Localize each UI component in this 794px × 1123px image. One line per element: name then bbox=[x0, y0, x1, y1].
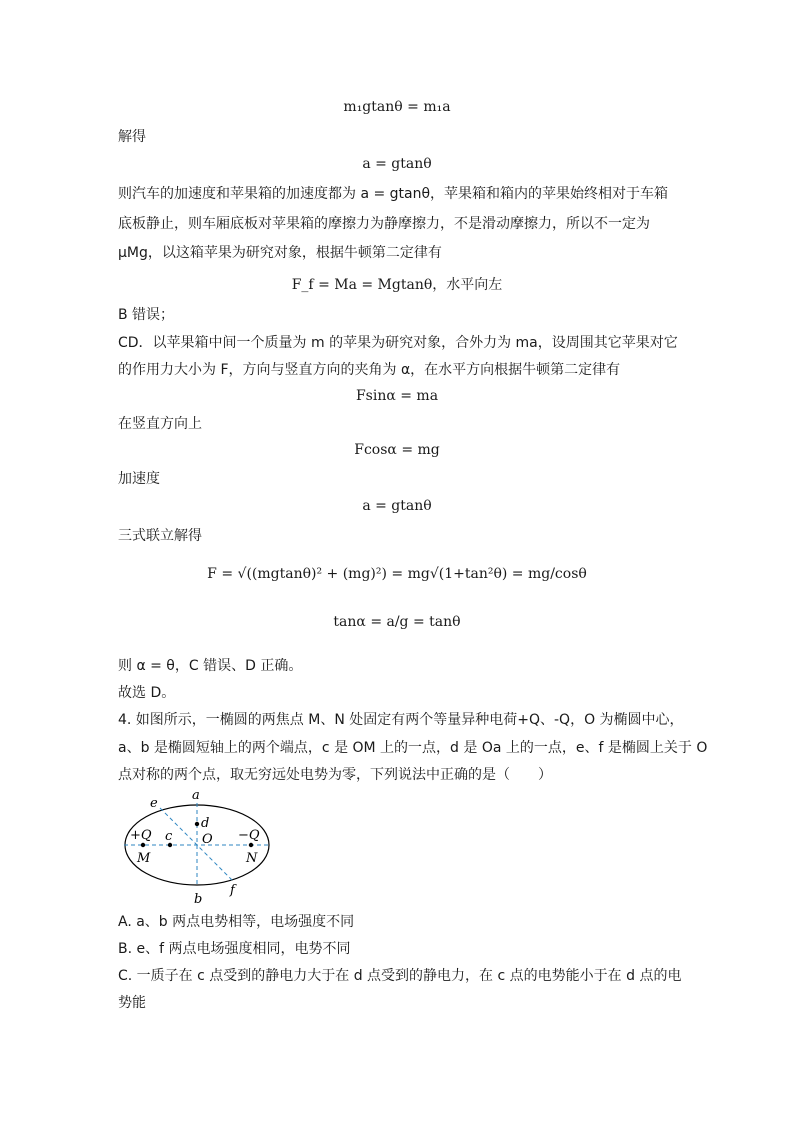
equation-2: a = gtanθ bbox=[362, 156, 432, 172]
text-vertical: 在竖直方向上 bbox=[118, 416, 202, 432]
label-minus-Q: −Q bbox=[238, 828, 260, 843]
equation-5: Fcosα = mg bbox=[354, 442, 440, 458]
label-c: c bbox=[165, 829, 173, 844]
point-N bbox=[249, 843, 253, 847]
text-conclusion: 则 α = θ，C 错误、D 正确。 bbox=[118, 658, 303, 674]
cd-line-1: CD．以苹果箱中间一个质量为 m 的苹果为研究对象，合外力为 ma，设周围其它苹果对它 bbox=[118, 335, 678, 351]
label-b: b bbox=[194, 892, 203, 907]
point-d bbox=[195, 822, 199, 826]
label-a: a bbox=[192, 788, 200, 803]
equation-7: F = √((mgtanθ)² + (mg)²) = mg√(1+tan²θ) = mg/cosθ bbox=[207, 566, 587, 582]
label-O: O bbox=[202, 832, 213, 847]
point-M bbox=[141, 843, 145, 847]
equation-1: m₁gtanθ = m₁a bbox=[343, 99, 451, 115]
text-jiede: 解得 bbox=[118, 129, 146, 145]
option-C-line-2: 势能 bbox=[118, 995, 146, 1011]
equation-6: a = gtanθ bbox=[362, 498, 432, 514]
ellipse-figure bbox=[110, 782, 280, 910]
text-answer: 故选 D。 bbox=[118, 685, 176, 701]
label-e: e bbox=[150, 796, 158, 811]
label-f: f bbox=[230, 883, 235, 898]
cd-line-2: 的作用力大小为 F，方向与竖直方向的夹角为 α，在水平方向根据牛顿第二定律有 bbox=[118, 362, 621, 378]
equation-8: tanα = a/g = tanθ bbox=[333, 614, 461, 630]
text-combine: 三式联立解得 bbox=[118, 528, 202, 544]
equation-4: Fsinα = ma bbox=[355, 388, 439, 404]
paragraph-1-line-1: 则汽车的加速度和苹果箱的加速度都为 a = gtanθ，苹果箱和箱内的苹果始终相对于车箱 bbox=[118, 186, 669, 202]
paragraph-1-line-3: μMg，以这箱苹果为研究对象，根据牛顿第二定律有 bbox=[118, 245, 442, 261]
option-A: A. a、b 两点电势相等，电场强度不同 bbox=[118, 914, 355, 930]
question-line-1: 4. 如图所示，一椭圆的两焦点 M、N 处固定有两个等量异种电荷+Q、-Q，O 为椭圆中心， bbox=[118, 712, 684, 728]
option-B: B. e、f 两点电场强度相同，电势不同 bbox=[118, 941, 351, 957]
question-line-2: a、b 是椭圆短轴上的两个端点，c 是 OM 上的一点，d 是 Oa 上的一点，e、f 是椭圆上关于 O bbox=[118, 740, 708, 756]
option-C-line-1: C. 一质子在 c 点受到的静电力大于在 d 点受到的静电力，在 c 点的电势能小于在 d 点的电 bbox=[118, 968, 682, 984]
label-plus-Q: +Q bbox=[130, 828, 152, 843]
text-b-wrong: B 错误； bbox=[118, 307, 175, 323]
label-N: N bbox=[246, 851, 258, 866]
text-acceleration: 加速度 bbox=[118, 471, 160, 487]
question-line-3: 点对称的两个点，取无穷远处电势为零，下列说法中正确的是（ ） bbox=[118, 767, 552, 783]
label-d: d bbox=[201, 816, 210, 831]
label-M: M bbox=[137, 851, 151, 866]
equation-3: F_f = Ma = Mgtanθ，水平向左 bbox=[291, 277, 503, 293]
paragraph-1-line-2: 底板静止，则车厢底板对苹果箱的摩擦力为静摩擦力，不是滑动摩擦力，所以不一定为 bbox=[118, 216, 650, 232]
